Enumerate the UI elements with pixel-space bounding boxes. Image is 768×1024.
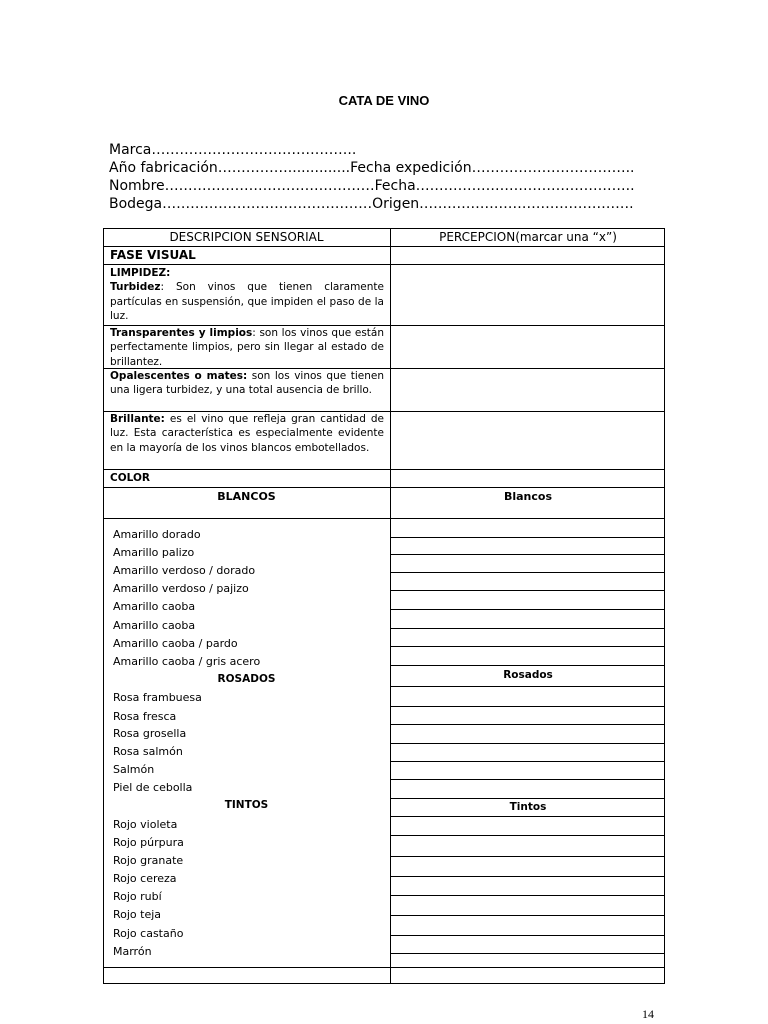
term-description: : son los vinos que están perfectamente limpios, pero sin llegar al estado de brillantez.	[110, 327, 385, 368]
rosados-heading: ROSADOS	[217, 673, 276, 685]
row-divider	[103, 246, 665, 247]
answer-line	[390, 761, 665, 762]
color-option: Amarillo verdoso / pajizo	[113, 582, 249, 595]
header-marca: Marca……………………………………..	[109, 142, 357, 158]
answer-line	[390, 779, 665, 780]
color-option: Rosa grosella	[113, 727, 187, 740]
color-option: Rojo teja	[113, 908, 162, 921]
color-option: Amarillo caoba	[113, 619, 196, 632]
term-description: es el vino que refleja gran cantidad de luz. Esta característica es especialmente evidente en la mayoría de los vinos blancos embotellados.	[110, 413, 384, 454]
column-divider	[390, 228, 391, 984]
page-number: 14	[642, 1007, 654, 1021]
color-option: Amarillo caoba	[113, 600, 196, 613]
answer-line	[390, 646, 665, 647]
answer-line	[390, 706, 665, 707]
answer-line	[390, 743, 665, 744]
row-divider	[103, 967, 665, 968]
answer-line	[390, 628, 665, 629]
limpidez-turbidez	[110, 266, 384, 323]
header-fabricacion: Año fabricación……………..............Fecha expedición……………………………..	[109, 160, 635, 176]
answer-line	[390, 816, 665, 817]
color-option: Amarillo palizo	[113, 546, 195, 559]
header-nombre: Nombre………………………………………Fecha………………………………………..	[109, 178, 635, 194]
color-option: Rosa salmón	[113, 745, 183, 758]
answer-line	[390, 798, 665, 799]
tintos-heading: TINTOS	[224, 799, 269, 811]
answer-line	[390, 554, 665, 555]
color-option: Rojo cereza	[113, 872, 177, 885]
answer-line	[390, 953, 665, 954]
blancos-answer-heading: Blancos	[503, 490, 553, 503]
term-label: Brillante:	[110, 413, 165, 425]
color-option: Piel de cebolla	[113, 781, 193, 794]
row-divider	[103, 487, 665, 488]
rosados-answer-heading: Rosados	[503, 669, 553, 681]
col-header-descripcion: DESCRIPCION SENSORIAL	[169, 230, 324, 244]
color-option: Amarillo caoba / gris acero	[113, 655, 261, 668]
header-bodega: Bodega………………………………………Origen……………………………………….	[109, 196, 634, 212]
color-option: Rojo púrpura	[113, 836, 184, 849]
term-label: Opalescentes o mates:	[110, 370, 248, 382]
answer-line	[390, 537, 665, 538]
row-divider	[103, 518, 665, 519]
color-option: Marrón	[113, 945, 152, 958]
color-option: Rosa frambuesa	[113, 691, 202, 704]
answer-line	[390, 915, 665, 916]
answer-line	[390, 876, 665, 877]
answer-line	[390, 590, 665, 591]
answer-line	[390, 935, 665, 936]
term-description: son los vinos que tienen una ligera turbidez, y una total ausencia de brillo.	[110, 370, 384, 397]
color-option: Rojo violeta	[113, 818, 178, 831]
limpidez-opalescentes	[110, 369, 384, 398]
phase-label: FASE VISUAL	[110, 248, 196, 262]
page-title: CATA DE VINO	[338, 93, 430, 108]
tintos-answer-heading: Tintos	[509, 801, 547, 813]
color-option: Rojo castaño	[113, 927, 184, 940]
answer-line	[390, 724, 665, 725]
row-divider	[103, 469, 665, 470]
color-option: Rojo rubí	[113, 890, 162, 903]
limpidez-title: LIMPIDEZ:	[110, 267, 171, 279]
answer-line	[390, 895, 665, 896]
color-option: Amarillo dorado	[113, 528, 201, 541]
term-label: Transparentes y limpios	[110, 327, 253, 339]
color-option: Rosa fresca	[113, 710, 177, 723]
row-divider	[103, 264, 665, 265]
answer-line	[390, 572, 665, 573]
answer-line	[390, 856, 665, 857]
term-description: : Son vinos que tienen claramente partículas en suspensión, que impiden el paso de la luz.	[110, 281, 384, 322]
col-header-percepcion: PERCEPCION(marcar una “x”)	[439, 230, 617, 244]
term-label: Turbidez	[110, 281, 161, 294]
answer-line	[390, 609, 665, 610]
color-option: Salmón	[113, 763, 155, 776]
limpidez-brillante	[110, 412, 384, 455]
blancos-heading: BLANCOS	[217, 490, 276, 503]
color-option: Rojo granate	[113, 854, 184, 867]
limpidez-transparentes	[110, 326, 384, 369]
answer-line	[390, 665, 665, 666]
answer-line	[390, 835, 665, 836]
color-option: Amarillo verdoso / dorado	[113, 564, 256, 577]
answer-line	[390, 686, 665, 687]
color-label: COLOR	[110, 472, 150, 484]
color-option: Amarillo caoba / pardo	[113, 637, 238, 650]
